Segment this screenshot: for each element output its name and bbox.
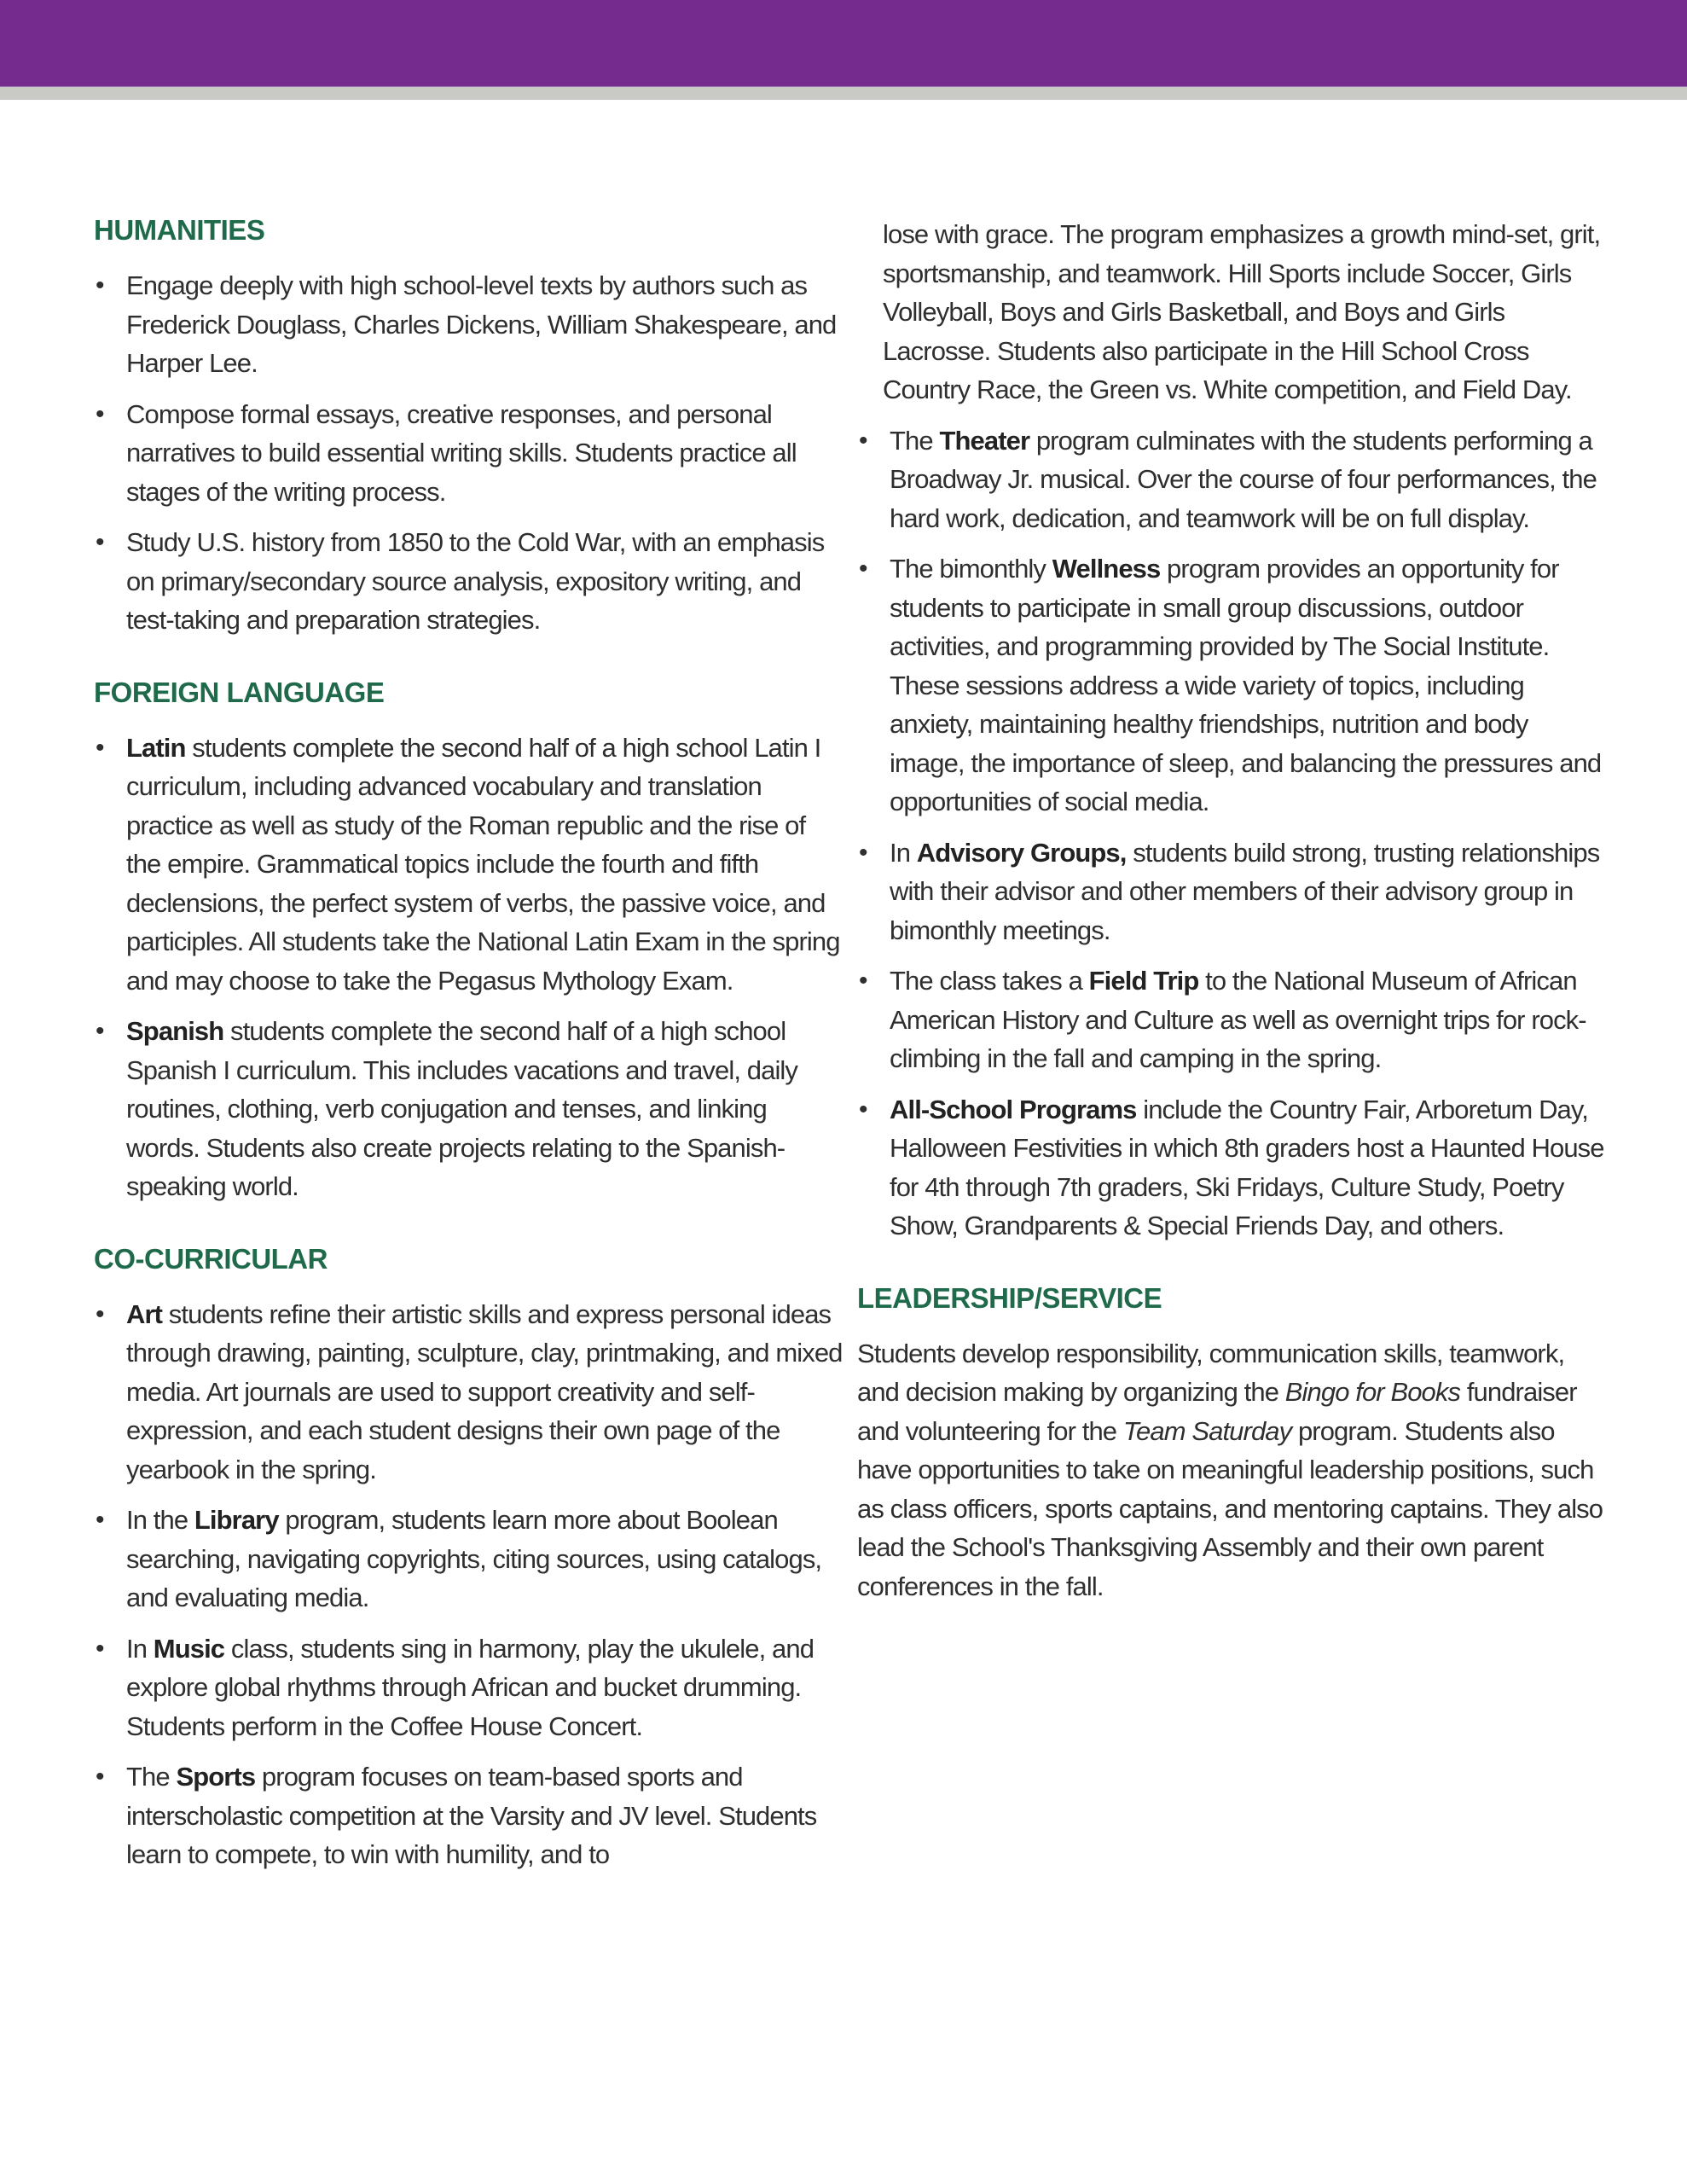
list-item-theater: • The Theater program culminates with the students performing a Broadway Jr. musical. Over the course of four performances, the hard work, dedication, and teamwork will be on full display. bbox=[857, 421, 1608, 538]
list-item-spanish: • Spanish students complete the second half of a high school Spanish I curriculum. This includes vacations and travel, daily routines, clothing, verb conjugation and tenses, and linking words. Students also create projects relating to the Spanish-speaking world. bbox=[94, 1012, 844, 1206]
list-item-sports: • The Sports program focuses on team-based sports and interscholastic competition at the Varsity and JV level. Students learn to compete, to win with humility, and to bbox=[94, 1757, 844, 1874]
bullet-icon: • bbox=[96, 733, 104, 762]
bullet-icon: • bbox=[96, 1506, 104, 1534]
list-item-wellness: • The bimonthly Wellness program provides an opportunity for students to participate in small group discussions, outdoor activities, and programming provided by The Social Institute. These sessions address a wide variety of topics, including anxiety, maintaining healthy friendships, nutrition and body image, the importance of sleep, and balancing the pressures and opportunities of social media. bbox=[857, 549, 1608, 822]
header-rule bbox=[0, 86, 1687, 100]
section-co-curricular bbox=[94, 1242, 844, 1874]
right-column bbox=[857, 215, 1608, 1641]
section-foreign-language bbox=[94, 676, 844, 1206]
section-heading: FOREIGN LANGUAGE bbox=[94, 676, 385, 708]
bullet-list bbox=[94, 729, 844, 1206]
list-item-all-school-programs: • All-School Programs include the Country Fair, Arboretum Day, Halloween Festivities in which 8th graders host a Haunted House for 4th through 7th graders, Ski Fridays, Culture Study, Poetry Show, Grandparents & Special Friends Day, and others. bbox=[857, 1090, 1608, 1246]
list-item-library: • In the Library program, students learn more about Boolean searching, navigating copyrights, citing sources, using catalogs, and evaluating media. bbox=[94, 1501, 844, 1618]
bullet-icon: • bbox=[859, 967, 867, 995]
left-column bbox=[94, 213, 844, 1910]
list-item-music: • In Music class, students sing in harmony, play the ukulele, and explore global rhythms through African and bucket drumming. Students perform in the Coffee House Concert. bbox=[94, 1629, 844, 1746]
bullet-icon: • bbox=[859, 1095, 867, 1124]
sports-continued-text: lose with grace. The program emphasizes a growth mind-set, grit, sportsmanship, and teamwork. Hill Sports include Soccer, Girls Volleyball, Boys and Girls Basketball, and Boys and Girls Lacrosse. Students also participate in the Hill School Cross Country Race, the Green vs. White competition, and Field Day. bbox=[883, 219, 1601, 404]
bullet-list bbox=[94, 1295, 844, 1874]
section-humanities bbox=[94, 213, 844, 640]
bullet-icon: • bbox=[96, 1299, 104, 1328]
list-item: • Engage deeply with high school-level texts by authors such as Frederick Douglass, Charles Dickens, William Shakespeare, and Harper Lee. bbox=[94, 266, 844, 383]
bullet-list bbox=[94, 266, 844, 640]
bullet-list bbox=[857, 421, 1608, 1246]
bullet-icon: • bbox=[96, 528, 104, 556]
bullet-icon: • bbox=[96, 1634, 104, 1663]
bullet-icon: • bbox=[859, 555, 867, 583]
list-item: • Study U.S. history from 1850 to the Cold War, with an emphasis on primary/secondary source analysis, expository writing, and test-taking and preparation strategies. bbox=[94, 523, 844, 640]
bullet-icon: • bbox=[96, 399, 104, 428]
list-item-advisory-groups: • In Advisory Groups, students build strong, trusting relationships with their advisor and other members of their advisory group in bimonthly meetings. bbox=[857, 834, 1608, 950]
list-item: • Compose formal essays, creative responses, and personal narratives to build essential writing skills. Students practice all stages of the writing process. bbox=[94, 395, 844, 512]
section-heading: HUMANITIES bbox=[94, 214, 265, 246]
header-color-band bbox=[0, 0, 1687, 86]
section-leadership-service bbox=[857, 1281, 1608, 1606]
list-item-field-trip: • The class takes a Field Trip to the National Museum of African American History and Culture as well as overnight trips for rock-climbing in the fall and camping in the spring. bbox=[857, 961, 1608, 1078]
bullet-icon: • bbox=[859, 838, 867, 867]
list-item-latin: • Latin students complete the second half of a high school Latin I curriculum, including advanced vocabulary and translation practice as well as study of the Roman republic and the rise of the empire. Grammatical topics include the fourth and fifth declensions, the perfect system of verbs, the passive voice, and participles. All students take the National Latin Exam in the spring and may choose to take the Pegasus Mythology Exam. bbox=[94, 729, 844, 1001]
list-item-art: • Art students refine their artistic skills and express personal ideas through drawing, painting, sculpture, clay, printmaking, and mixed media. Art journals are used to support creativity and self-expression, and each student designs their own page of the yearbook in the spring. bbox=[94, 1295, 844, 1490]
leadership-paragraph: Students develop responsibility, communication skills, teamwork, and decision making by organizing the Bingo for Books fundraiser and volunteering for the Team Saturday program. Students also have opportunities to take on meaningful leadership positions, such as class officers, sports captains, and mentoring captains. They also lead the School's Thanksgiving Assembly and their own parent conferences in the fall. bbox=[857, 1338, 1603, 1601]
bullet-icon: • bbox=[96, 1763, 104, 1791]
section-heading: CO-CURRICULAR bbox=[94, 1242, 328, 1275]
section-heading: LEADERSHIP/SERVICE bbox=[857, 1281, 1162, 1314]
bullet-icon: • bbox=[96, 271, 104, 299]
bullet-icon: • bbox=[96, 1017, 104, 1045]
bullet-icon: • bbox=[859, 426, 867, 455]
